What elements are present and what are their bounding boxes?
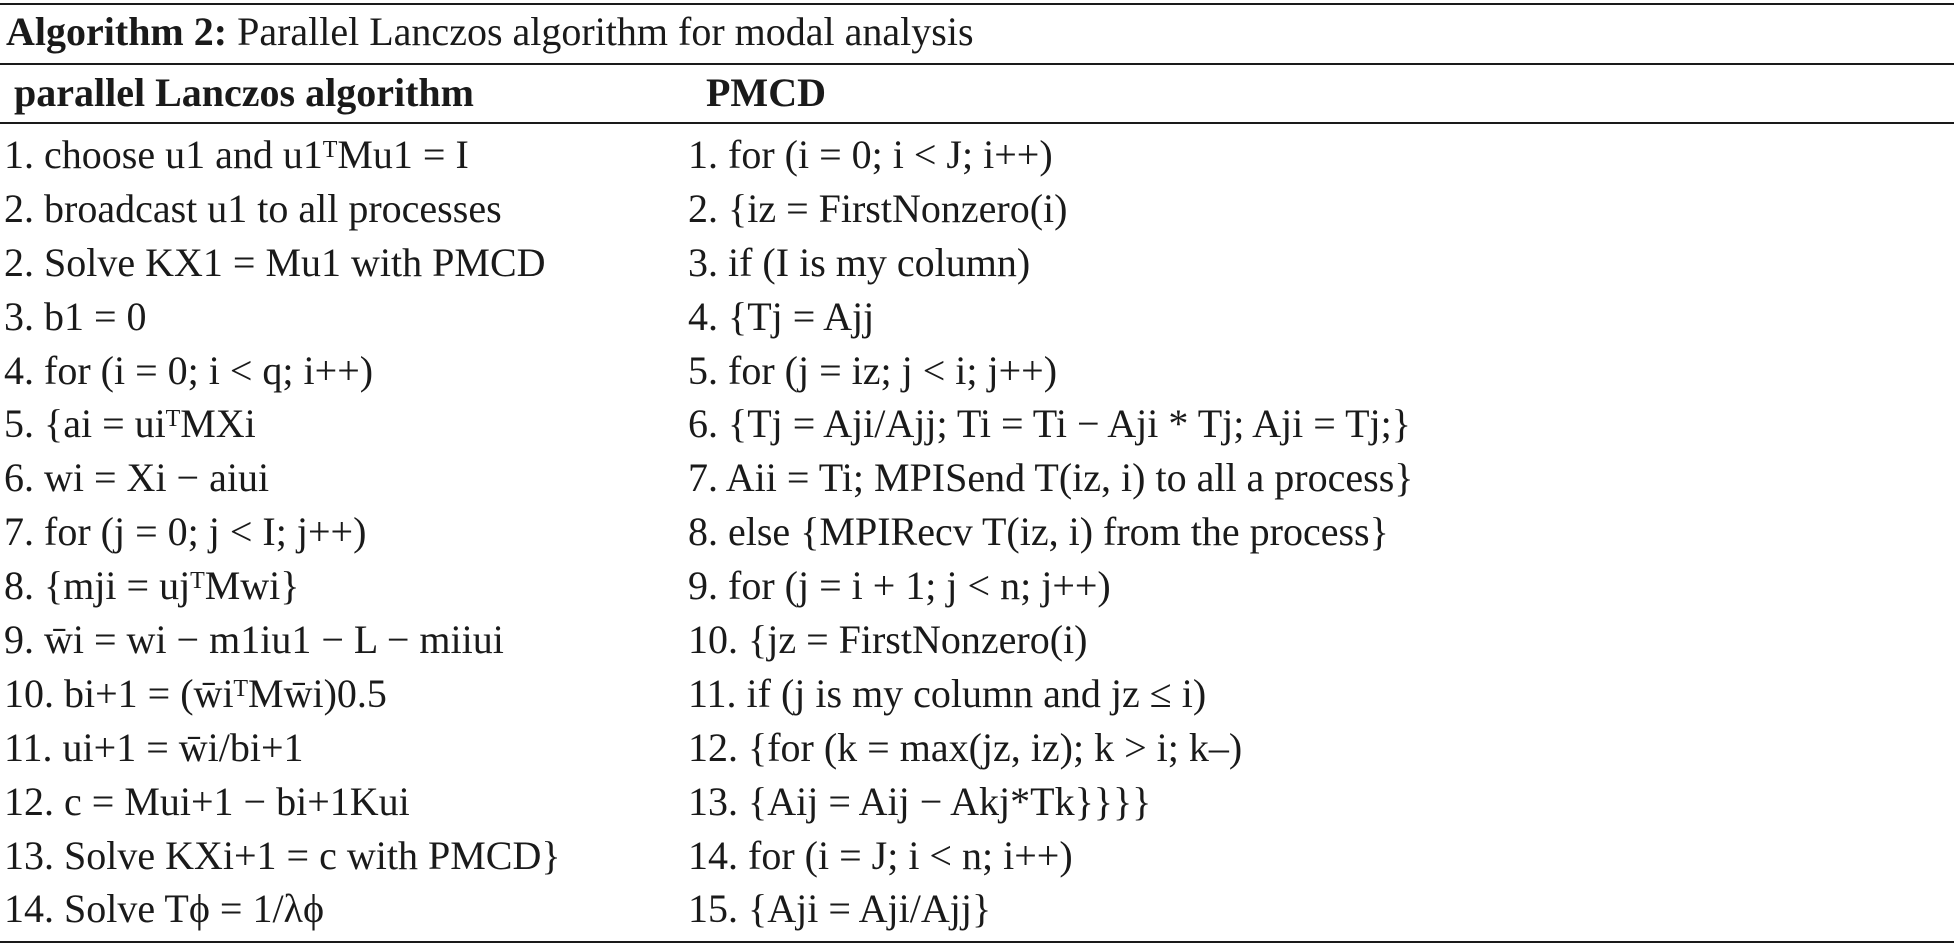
pmcd-step-4: 4. {Tj = Ajj xyxy=(688,293,875,339)
lanczos-step-1: 1. choose u1 and u1ᵀMu1 = I xyxy=(4,132,469,177)
pmcd-step-7: 7. Aii = Ti; MPISend T(iz, i) to all a process} xyxy=(688,455,1414,501)
lanczos-step-14: 13. Solve KXi+1 = c with PMCD} xyxy=(4,832,561,878)
lanczos-step-3: 2. Solve KX1 = Mu1 with PMCD xyxy=(4,239,546,285)
algorithm-caption xyxy=(6,6,974,58)
pmcd-step-13: 13. {Aij = Aij − Akj*Tk}}}} xyxy=(688,778,1152,824)
lanczos-step-5: 4. for (i = 0; i < q; i++) xyxy=(4,347,374,393)
pmcd-step-11: 11. if (j is my column and jz ≤ i) xyxy=(688,670,1207,716)
left-column-steps xyxy=(4,128,561,936)
top-rule xyxy=(0,3,1954,5)
pmcd-step-15: 15. {Aji = Aji/Ajj} xyxy=(688,886,992,932)
lanczos-step-2: 2. broadcast u1 to all processes xyxy=(4,185,502,231)
bottom-rule xyxy=(0,941,1954,943)
pmcd-step-3: 3. if (I is my column) xyxy=(688,239,1031,285)
pmcd-step-9: 9. for (j = i + 1; j < n; j++) xyxy=(688,563,1111,609)
pmcd-step-12: 12. {for (k = max(jz, iz); k > i; k–) xyxy=(688,724,1243,770)
pmcd-step-1: 1. for (i = 0; i < J; i++) xyxy=(688,132,1053,177)
pmcd-step-10: 10. {jz = FirstNonzero(i) xyxy=(688,617,1088,663)
lanczos-step-4: 3. b1 = 0 xyxy=(4,293,147,339)
caption-text: Parallel Lanczos algorithm for modal analysis xyxy=(227,9,974,54)
caption-rule xyxy=(0,63,1954,65)
lanczos-step-9: 8. {mji = ujᵀMwi} xyxy=(4,563,300,609)
pmcd-step-6: 6. {Tj = Aji/Ajj; Ti = Ti − Aji * Tj; Aji = Tj;} xyxy=(688,401,1411,447)
lanczos-step-15: 14. Solve Tϕ = 1/λϕ xyxy=(4,886,324,932)
lanczos-step-6: 5. {ai = uiᵀMXi xyxy=(4,401,256,447)
column-header-right: PMCD xyxy=(706,70,826,115)
pmcd-step-14: 14. for (i = J; i < n; i++) xyxy=(688,832,1073,878)
caption-label: Algorithm 2: xyxy=(6,9,228,54)
lanczos-step-10: 9. w̄i = wi − m1iu1 − L − miiui xyxy=(4,617,504,663)
header-rule xyxy=(0,122,1954,124)
lanczos-step-8: 7. for (j = 0; j < I; j++) xyxy=(4,509,367,555)
column-header-left: parallel Lanczos algorithm xyxy=(14,70,474,115)
lanczos-step-12: 11. ui+1 = w̄i/bi+1 xyxy=(4,724,304,770)
pmcd-step-8: 8. else {MPIRecv T(iz, i) from the process} xyxy=(688,509,1389,555)
pmcd-step-2: 2. {iz = FirstNonzero(i) xyxy=(688,185,1068,231)
right-column-steps xyxy=(688,128,1413,936)
lanczos-step-11: 10. bi+1 = (w̄iᵀMw̄i)0.5 xyxy=(4,670,387,716)
lanczos-step-13: 12. c = Mui+1 − bi+1Kui xyxy=(4,778,410,824)
pmcd-step-5: 5. for (j = iz; j < i; j++) xyxy=(688,347,1058,393)
lanczos-step-7: 6. wi = Xi − aiui xyxy=(4,455,270,501)
